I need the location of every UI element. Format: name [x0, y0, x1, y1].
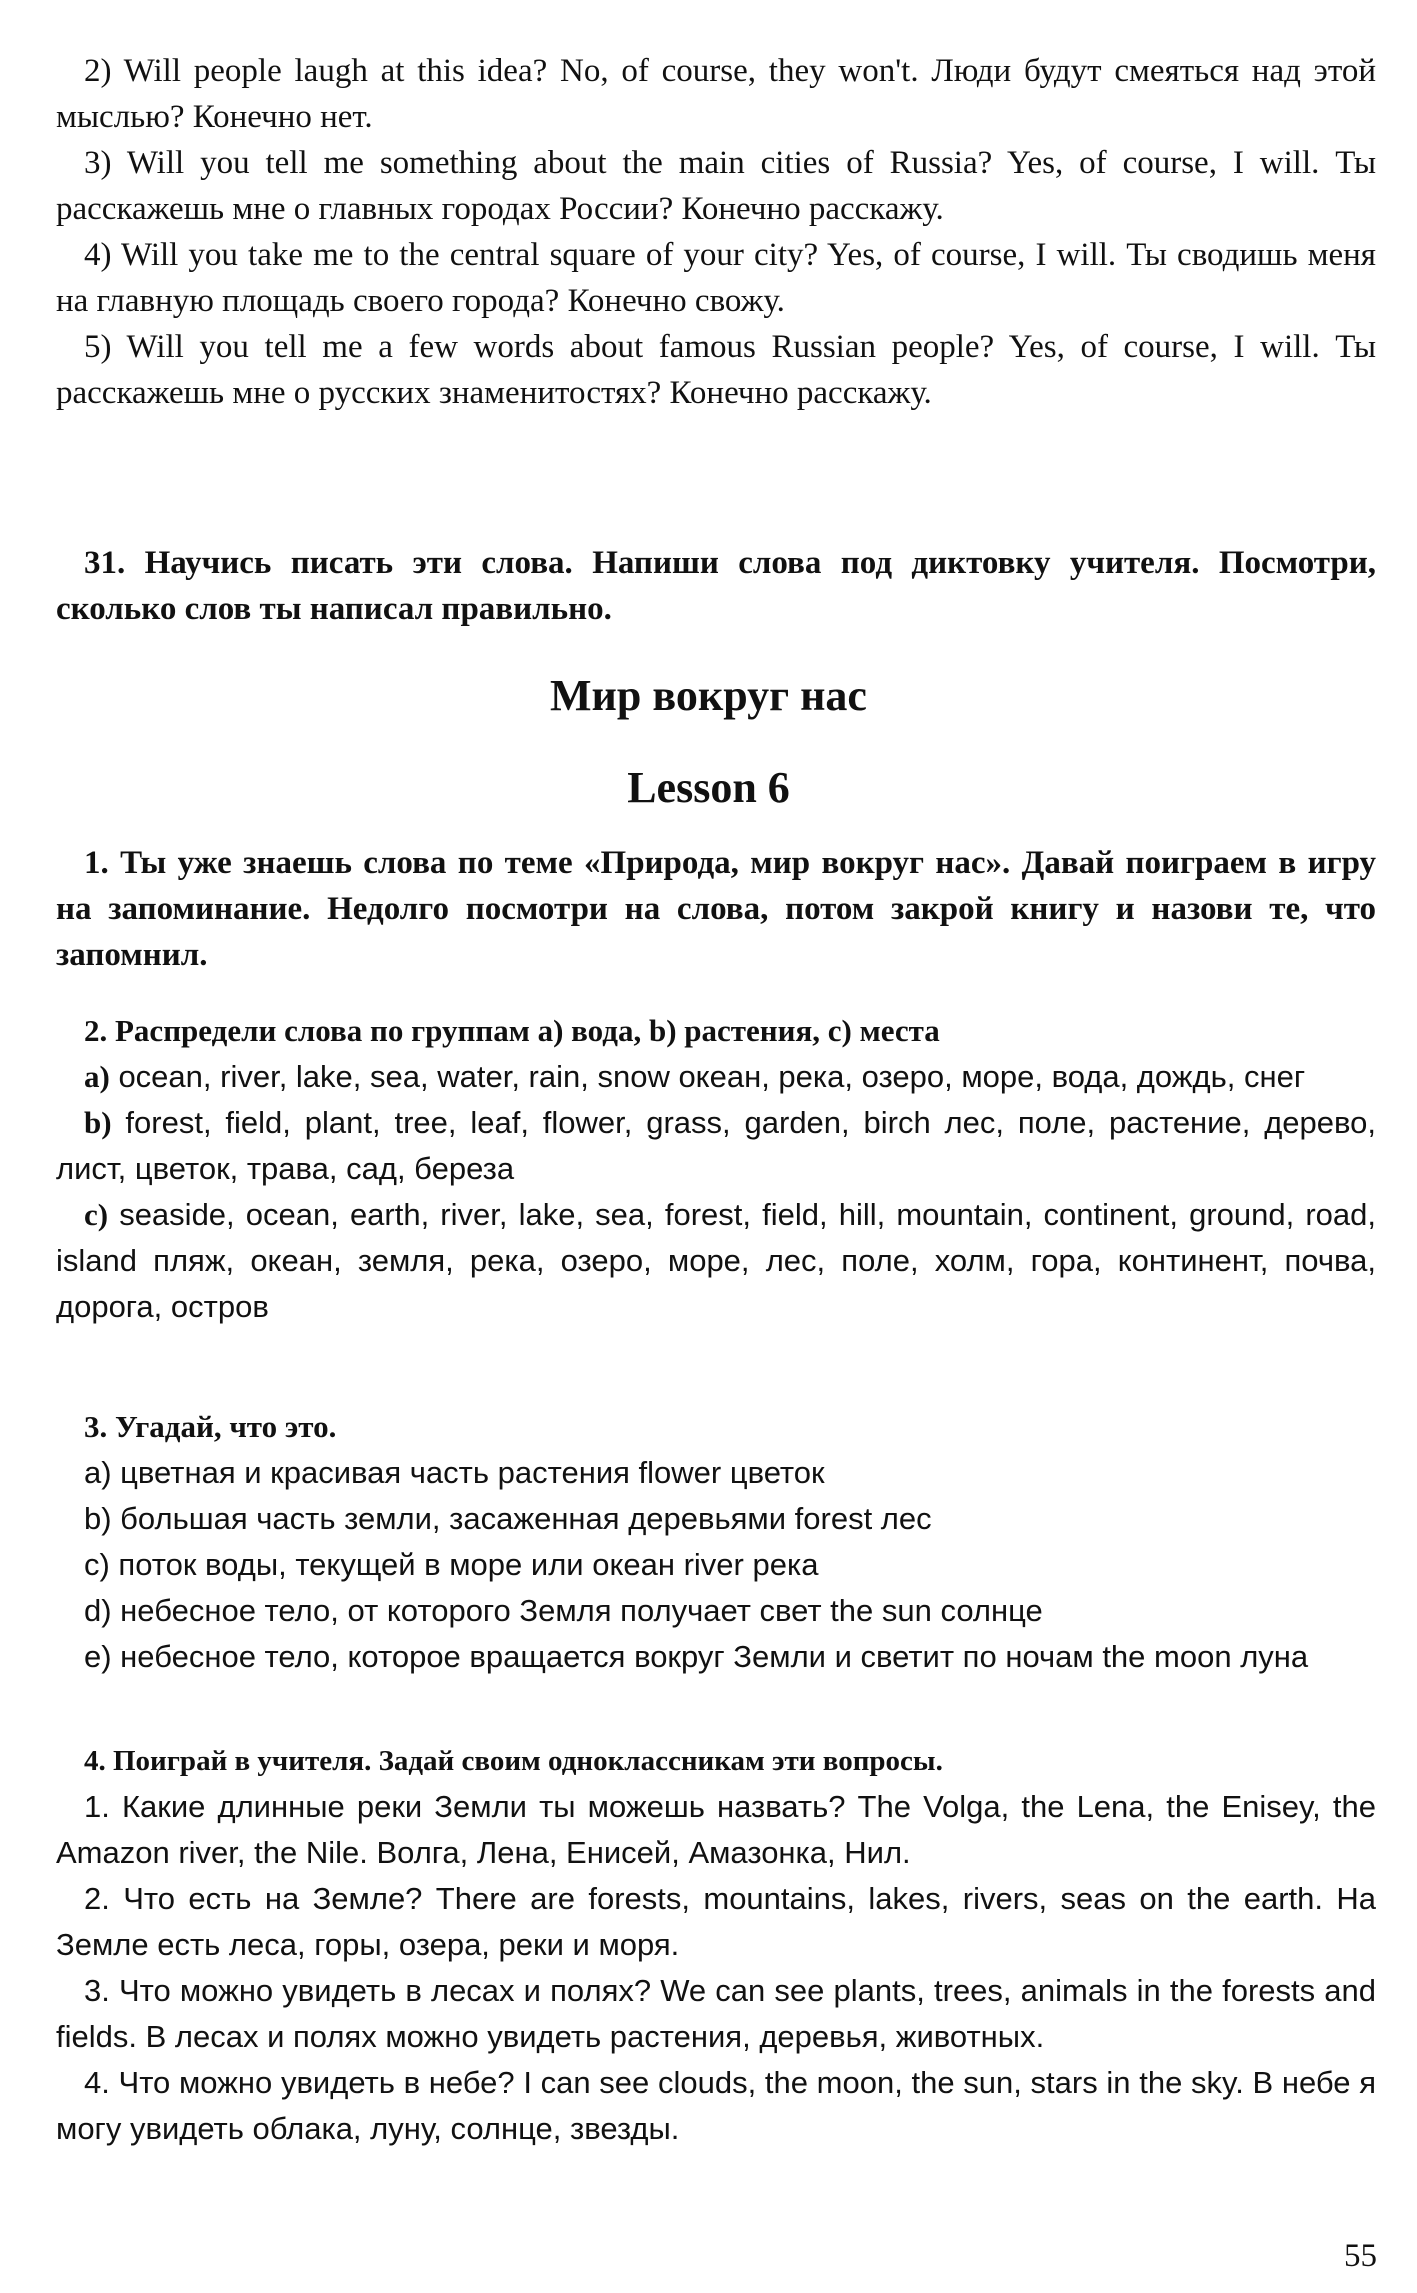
exercise-4-item: 2. Что есть на Земле? There are forests, mountains, lakes, rivers, seas on the earth. На Земле есть леса, горы, озера, реки и моря.	[56, 1881, 1376, 1962]
exercise-3	[56, 1404, 1376, 1680]
item-label: a)	[84, 1059, 110, 1094]
exercise-3-item: e) небесное тело, которое вращается вокруг Земли и светит по ночам the moon луна	[84, 1639, 1309, 1674]
item-label: b)	[84, 1105, 112, 1140]
item-text: forest, field, plant, tree, leaf, flower, grass, garden, birch лес, поле, растение, дерево, лист, цветок, трава, сад, береза	[56, 1105, 1376, 1186]
previous-answers	[56, 48, 1376, 416]
exercise-1-text: 1. Ты уже знаешь слова по теме «Природа, мир вокруг нас». Давай поиграем в игру на запоминание. Недолго посмотри на слова, потом закрой книгу и назови те, что запомнил.	[56, 845, 1376, 973]
exercise-1	[56, 840, 1376, 978]
exercise-4-item: 3. Что можно увидеть в лесах и полях? We can see plants, trees, animals in the forests and fields. В лесах и полях можно увидеть растения, деревья, животных.	[56, 1973, 1376, 2054]
exercise-2-item-a	[56, 1054, 1376, 1100]
answer-4: 4) Will you take me to the central square of your city? Yes, of course, I will. Ты сводишь меня на главную площадь своего города? Конечно свожу.	[56, 237, 1376, 319]
answer-2: 2) Will people laugh at this idea? No, of course, they won't. Люди будут смеяться над этой мыслью? Конечно нет.	[56, 53, 1376, 135]
exercise-4-item: 1. Какие длинные реки Земли ты можешь назвать? The Volga, the Lena, the Enisey, the Amazon river, the Nile. Волга, Лена, Енисей, Амазонка, Нил.	[56, 1789, 1376, 1870]
lesson-title: Lesson 6	[627, 763, 790, 812]
exercise-31-text: 31. Научись писать эти слова. Напиши слова под диктовку учителя. Посмотри, сколько слов ты написал правильно.	[56, 545, 1376, 627]
item-text: seaside, ocean, earth, river, lake, sea, forest, field, hill, mountain, continent, ground, road, island пляж, океан, земля, река, озеро, море, лес, поле, холм, гора, континент, почва, дорога, остров	[56, 1197, 1376, 1324]
exercise-2-item-c	[56, 1192, 1376, 1330]
exercise-4	[56, 1738, 1376, 2152]
answer-5: 5) Will you tell me a few words about famous Russian people? Yes, of course, I will. Ты расскажешь мне о русских знаменитостях? Конечно расскажу.	[56, 329, 1376, 411]
exercise-4-item: 4. Что можно увидеть в небе? I can see clouds, the moon, the sun, stars in the sky. В небе я могу увидеть облака, луну, солнце, звезды.	[56, 2065, 1376, 2146]
item-label: c)	[84, 1197, 109, 1232]
answer-3: 3) Will you tell me something about the main cities of Russia? Yes, of course, I will. Ты расскажешь мне о главных городах России? Конечно расскажу.	[56, 145, 1376, 227]
exercise-2-item-b	[56, 1100, 1376, 1192]
page-number: 55	[1344, 2238, 1377, 2274]
exercise-3-item: b) большая часть земли, засаженная деревьями forest лес	[84, 1501, 932, 1536]
exercise-3-item: c) поток воды, текущей в море или океан river река	[84, 1547, 819, 1582]
exercise-2-title: 2. Распредели слова по группам a) вода, b) растения, c) места	[84, 1013, 940, 1048]
exercise-4-title: 4. Поиграй в учителя. Задай своим одноклассникам эти вопросы.	[84, 1745, 943, 1777]
exercise-3-item: a) цветная и красивая часть растения flower цветок	[84, 1455, 825, 1490]
exercise-3-title: 3. Угадай, что это.	[84, 1409, 337, 1444]
section-title: Мир вокруг нас	[550, 671, 867, 720]
exercise-2	[56, 1008, 1376, 1330]
exercise-31	[56, 540, 1376, 632]
exercise-3-item: d) небесное тело, от которого Земля получает свет the sun солнце	[84, 1593, 1043, 1628]
item-text: ocean, river, lake, sea, water, rain, snow океан, река, озеро, море, вода, дождь, снег	[109, 1059, 1306, 1094]
